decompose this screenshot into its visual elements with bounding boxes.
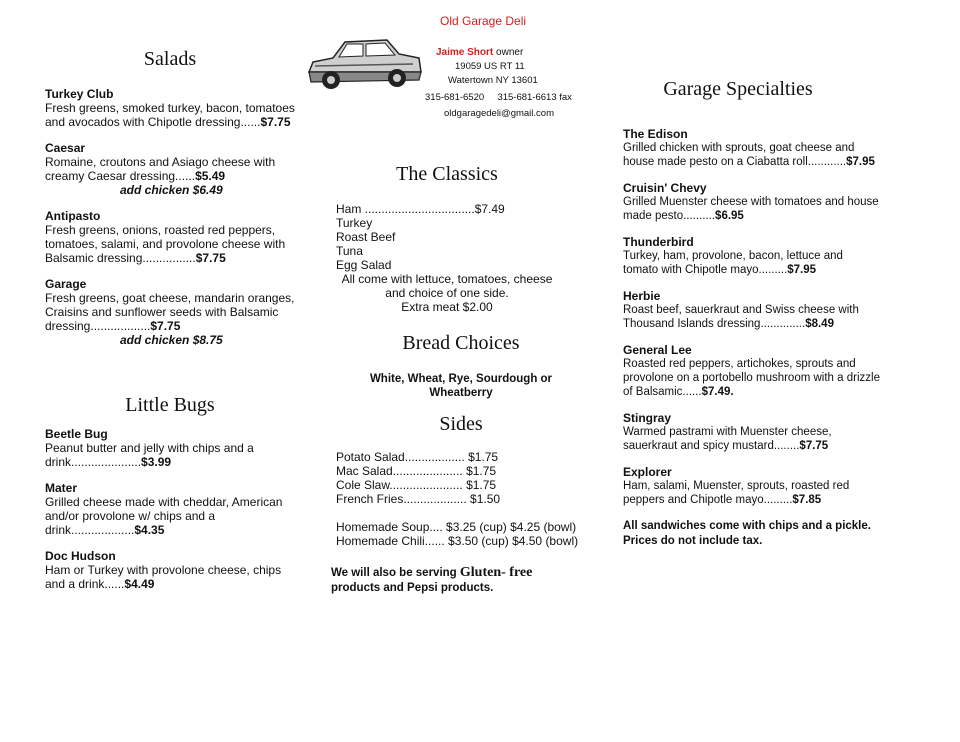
bread-line2: Wheatberry — [429, 387, 493, 399]
menu-item — [45, 427, 295, 469]
classics-section — [336, 163, 586, 314]
item-desc: Fresh greens, goat cheese, mandarin oranges, Craisins and sunflower seeds with Balsamic dressing.................. — [45, 291, 295, 333]
side-name: Cole Slaw...................... — [336, 478, 463, 492]
item-addon: add chicken $8.75 — [120, 333, 223, 347]
menu-item — [45, 277, 295, 347]
classic-note: Extra meat $2.00 — [401, 300, 493, 314]
menu-item — [45, 141, 295, 197]
item-desc: Grilled cheese made with cheddar, American and/or provolone w/ chips and a drink................... — [45, 495, 283, 537]
item-price: $3.99 — [141, 455, 172, 469]
little-bugs-section — [45, 394, 295, 603]
menu-item — [623, 289, 881, 331]
menu-item — [45, 549, 295, 591]
sides-title: Sides — [439, 413, 483, 435]
homemade-chili: Homemade Chili...... $3.50 (cup) $4.50 (bowl) — [336, 534, 579, 548]
item-name: Beetle Bug — [45, 427, 108, 441]
classic-car-icon — [303, 28, 425, 100]
classic-item: Turkey — [336, 216, 373, 230]
item-price: $7.75 — [260, 115, 291, 129]
item-name: Caesar — [45, 141, 86, 155]
item-price: $7.75 — [150, 319, 181, 333]
item-desc: Grilled Muenster cheese with tomatoes and house made pesto.......... — [623, 196, 879, 222]
item-desc: Peanut butter and jelly with chips and a drink..................... — [45, 441, 254, 469]
bread-title: Bread Choices — [402, 332, 520, 354]
item-price: $7.95 — [787, 264, 817, 276]
side-price: $1.75 — [468, 450, 499, 464]
menu-item — [45, 87, 295, 129]
gluten-note-line2: products and Pepsi products. — [331, 582, 494, 594]
item-desc: Fresh greens, smoked turkey, bacon, tomatoes and avocados with Chipotle dressing...... — [45, 101, 295, 129]
specialties-footer: All sandwiches come with chips and a pickle. Prices do not include tax. — [623, 520, 871, 547]
email-address: oldgaragedeli@gmail.com — [444, 108, 554, 119]
address-line2: Watertown NY 13601 — [448, 75, 538, 86]
item-price: $8.49 — [805, 318, 834, 330]
item-name: General Lee — [623, 343, 692, 357]
bread-line1: White, Wheat, Rye, Sourdough or — [369, 373, 553, 385]
item-name: Herbie — [623, 289, 661, 303]
specialties-section — [623, 78, 881, 549]
item-name: Explorer — [623, 465, 672, 479]
side-price: $1.50 — [470, 492, 501, 506]
salads-title: Salads — [143, 48, 197, 70]
specialties-title: Garage Specialties — [663, 78, 813, 100]
item-price: $7.75 — [195, 251, 226, 265]
item-name: Thunderbird — [623, 235, 694, 249]
menu-item — [623, 181, 881, 223]
item-name: Stingray — [623, 411, 672, 425]
menu-item — [45, 481, 295, 537]
phone-number: 315-681-6520 — [425, 92, 485, 103]
menu-item — [623, 127, 881, 169]
item-desc: Warmed pastrami with Muenster cheese, sauerkraut and spicy mustard........ — [623, 426, 832, 452]
item-desc: Roast beef, sauerkraut and Swiss cheese with Thousand Islands dressing.............. — [623, 304, 859, 330]
item-price: $4.49 — [124, 577, 155, 591]
item-name: Mater — [45, 481, 78, 495]
item-price: $7.85 — [792, 494, 822, 506]
side-name: French Fries................... — [336, 492, 467, 506]
address-line1: 19059 US RT 11 — [455, 61, 525, 72]
side-price: $1.75 — [466, 478, 497, 492]
side-price: $1.75 — [466, 464, 497, 478]
item-addon: add chicken $6.49 — [120, 183, 223, 197]
gluten-note-gluten: Gluten- free — [459, 565, 533, 580]
classic-note: and choice of one side. — [385, 286, 509, 300]
item-price: $5.49 — [195, 169, 226, 183]
classic-price: $7.49 — [474, 202, 505, 216]
item-price: $7.95 — [846, 156, 875, 168]
shop-name: Old Garage Deli — [440, 14, 527, 28]
menu-item — [45, 209, 295, 265]
car-image — [303, 28, 425, 100]
item-desc: Ham, salami, Muenster, sprouts, roasted red peppers and Chipotle mayo......... — [623, 480, 850, 506]
item-desc: Ham or Turkey with provolone cheese, chips and a drink...... — [45, 563, 282, 591]
owner-name: Jaime Short — [436, 47, 494, 58]
item-name: Cruisin' Chevy — [623, 181, 707, 195]
item-desc: Romaine, croutons and Asiago cheese with creamy Caesar dressing...... — [45, 155, 276, 183]
side-name: Mac Salad..................... — [336, 464, 463, 478]
item-name: Antipasto — [45, 209, 101, 223]
item-desc: Turkey, ham, provolone, bacon, lettuce and tomato with Chipotle mayo......... — [623, 250, 843, 276]
side-name: Potato Salad.................. — [336, 450, 465, 464]
item-desc: Grilled chicken with sprouts, goat cheese and house made pesto on a Ciabatta roll............ — [623, 142, 855, 168]
item-name: The Edison — [623, 127, 688, 141]
item-desc: Roasted red peppers, artichokes, sprouts and provolone on a portobello mushroom with a drizzle of Balsamic...... — [623, 358, 880, 398]
item-price: $7.49. — [701, 386, 734, 398]
classic-ham: Ham ................................. — [336, 202, 475, 216]
little-bugs-title: Little Bugs — [125, 394, 215, 416]
item-price: $7.75 — [799, 440, 829, 452]
fax-number: 315-681-6613 fax — [497, 92, 572, 103]
classic-item: Tuna — [336, 244, 363, 258]
gluten-note-part1: We will also be serving — [331, 567, 460, 579]
classic-note: All come with lettuce, tomatoes, cheese — [341, 272, 553, 286]
menu-item — [623, 343, 881, 399]
item-name: Garage — [45, 277, 87, 291]
classic-item: Egg Salad — [336, 258, 392, 272]
owner-role: owner — [496, 47, 524, 58]
item-name: Turkey Club — [45, 87, 114, 101]
item-price: $6.95 — [715, 210, 744, 222]
salads-section — [45, 48, 295, 359]
sides-list — [336, 450, 596, 548]
homemade-soup: Homemade Soup.... $3.25 (cup) $4.25 (bowl) — [336, 520, 577, 534]
item-name: Doc Hudson — [45, 549, 116, 563]
menu-item — [623, 235, 881, 277]
menu-item — [623, 411, 881, 453]
classics-title: The Classics — [396, 163, 498, 185]
item-price: $4.35 — [134, 523, 165, 537]
item-desc: Fresh greens, onions, roasted red peppers, tomatoes, salami, and provolone cheese with Balsamic dressing................ — [45, 223, 286, 265]
classic-item: Roast Beef — [336, 230, 396, 244]
menu-item — [623, 465, 881, 507]
